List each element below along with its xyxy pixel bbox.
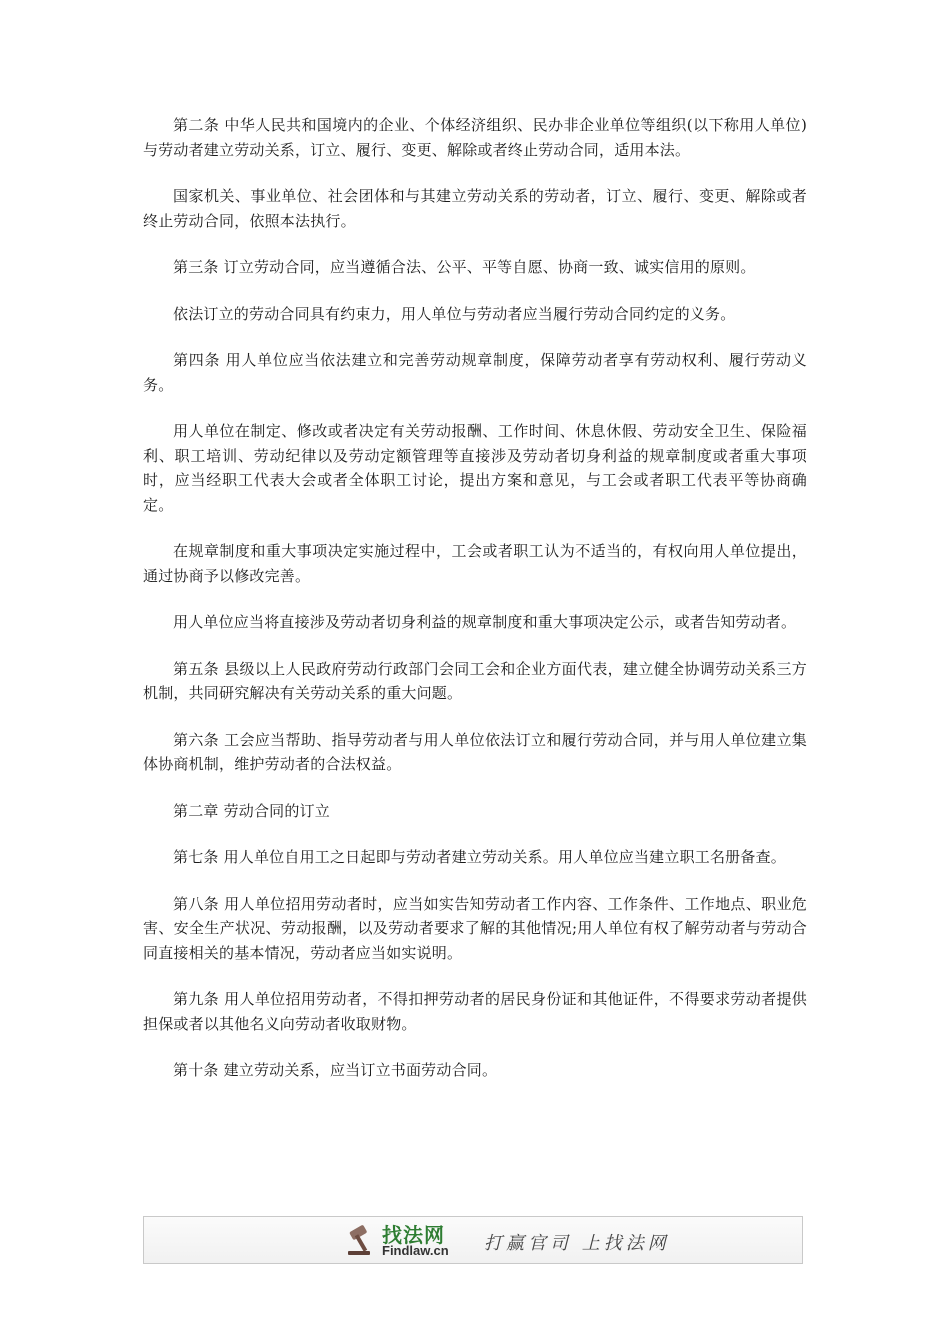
slogan-text: 打赢官司 上找法网 xyxy=(484,1233,670,1254)
paragraph-article-3-clause-2: 依法订立的劳动合同具有约束力，用人单位与劳动者应当履行劳动合同约定的义务。 xyxy=(173,304,736,323)
paragraph-article-4-clause-4: 用人单位应当将直接涉及劳动者切身利益的规章制度和重大事项决定公示，或者告知劳动者。 xyxy=(173,613,797,631)
paragraph-article-2-clause-2: 国家机关、事业单位、社会团体和与其建立劳动关系的劳动者，订立、履行、变更、解除或者终止劳动合同，依照本法执行。 xyxy=(143,187,807,230)
brand-name-en: Findlaw.cn xyxy=(382,1243,449,1258)
footer-banner[interactable] xyxy=(143,1216,803,1264)
brand-name-cn: 找法网 xyxy=(382,1223,445,1247)
paragraph-article-5: 第五条 县级以上人民政府劳动行政部门会同工会和企业方面代表，建立健全协调劳动关系三方机制，共同研究解决有关劳动关系的重大问题。 xyxy=(143,659,807,702)
paragraph-article-4: 第四条 用人单位应当依法建立和完善劳动规章制度，保障劳动者享有劳动权利、履行劳动义务。 xyxy=(143,351,807,394)
paragraph-article-4-clause-3: 在规章制度和重大事项决定实施过程中，工会或者职工认为不适当的，有权向用人单位提出，通过协商予以修改完善。 xyxy=(143,542,807,585)
paragraph-article-10: 第十条 建立劳动关系，应当订立书面劳动合同。 xyxy=(173,1061,498,1079)
paragraph-article-2: 第二条 中华人民共和国境内的企业、个体经济组织、民办非企业单位等组织(以下称用人单位)与劳动者建立劳动关系，订立、履行、变更、解除或者终止劳动合同，适用本法。 xyxy=(143,116,807,159)
paragraph-article-8: 第八条 用人单位招用劳动者时，应当如实告知劳动者工作内容、工作条件、工作地点、职业危害、安全生产状况、劳动报酬，以及劳动者要求了解的其他情况;用人单位有权了解劳动者与劳动合同直接相关的基本情况，劳动者应当如实说明。 xyxy=(143,894,807,962)
findlaw-logo[interactable] xyxy=(346,1219,474,1261)
paragraph-article-6: 第六条 工会应当帮助、指导劳动者与用人单位依法订立和履行劳动合同，并与用人单位建立集体协商机制，维护劳动者的合法权益。 xyxy=(143,730,807,773)
paragraph-article-4-clause-2: 用人单位在制定、修改或者决定有关劳动报酬、工作时间、休息休假、劳动安全卫生、保险福利、职工培训、劳动纪律以及劳动定额管理等直接涉及劳动者切身利益的规章制度或者重大事项时，应当经职工代表大会或者全体职工讨论，提出方案和意见，与工会或者职工代表平等协商确定。 xyxy=(143,422,807,514)
chapter-heading: 第二章 劳动合同的订立 xyxy=(173,801,330,820)
paragraph-article-3: 第三条 订立劳动合同，应当遵循合法、公平、平等自愿、协商一致、诚实信用的原则。 xyxy=(173,258,756,276)
paragraph-article-9: 第九条 用人单位招用劳动者，不得扣押劳动者的居民身份证和其他证件，不得要求劳动者提供担保或者以其他名义向劳动者收取财物。 xyxy=(143,990,807,1033)
document-body xyxy=(143,113,807,1105)
gavel-icon xyxy=(346,1223,380,1257)
paragraph-article-7: 第七条 用人单位自用工之日起即与劳动者建立劳动关系。用人单位应当建立职工名册备查。 xyxy=(173,848,786,866)
